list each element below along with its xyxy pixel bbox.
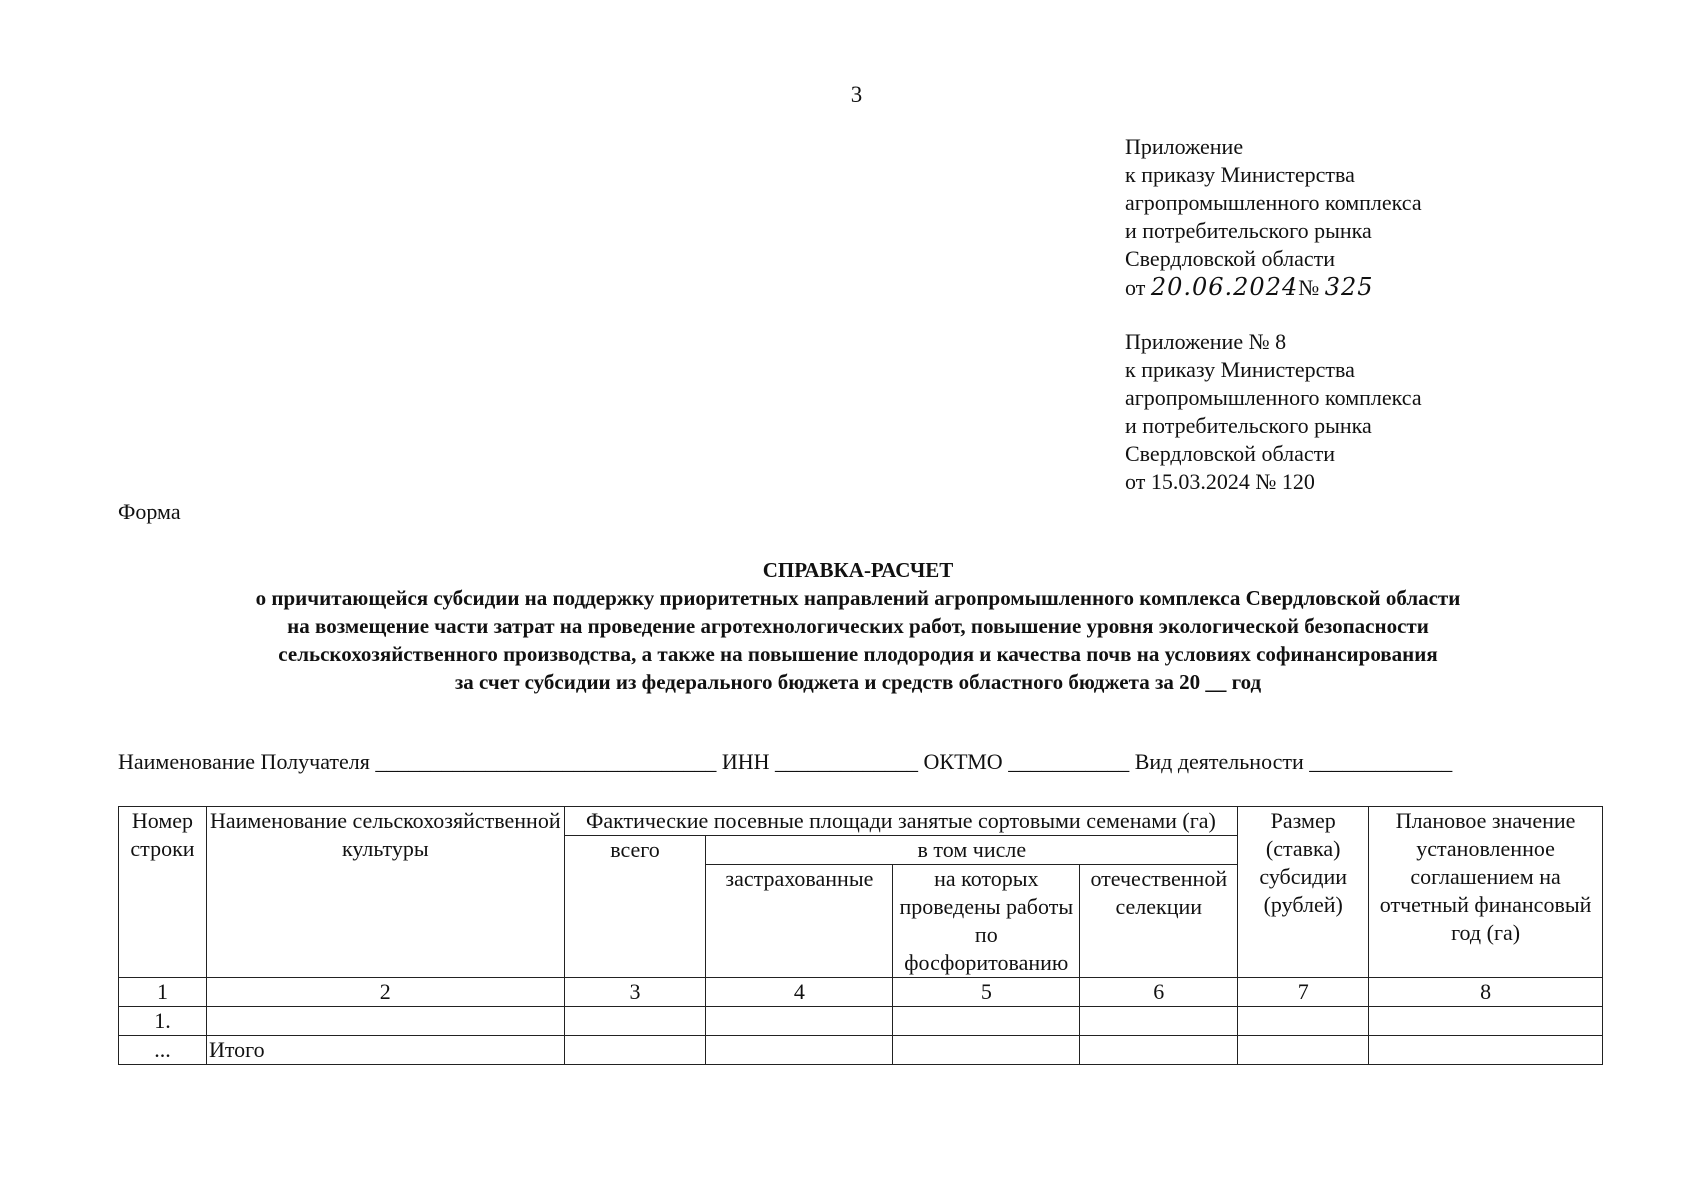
empty-cell: [564, 1036, 706, 1065]
crop-name-cell: Итого: [206, 1036, 564, 1065]
header-row-number: Номер строки: [119, 807, 207, 978]
title-heading: СПРАВКА-РАСЧЕТ: [762, 558, 954, 582]
appendix-line: агропромышленного комплекса: [1125, 190, 1422, 215]
empty-cell: [893, 1007, 1080, 1036]
column-number: 1: [119, 978, 207, 1007]
appendix-line: Приложение: [1125, 134, 1244, 159]
header-planned: Плановое значение установленное соглашением на отчетный финансовый год (га): [1369, 807, 1603, 978]
empty-cell: [1369, 1036, 1603, 1065]
table-row-total: [119, 1036, 1603, 1065]
form-label: Форма: [118, 499, 181, 524]
empty-cell: [1080, 1036, 1238, 1065]
column-number-row: [119, 978, 1603, 1007]
title-line: за счет субсидии из федерального бюджета и средств областного бюджета за 20 __ год: [454, 670, 1262, 694]
header-phosphorite: на которых проведены работы по фосфоритованию: [893, 865, 1080, 978]
appendix-line: Свердловской области: [1125, 441, 1335, 466]
row-number-cell: 1.: [119, 1007, 207, 1036]
appendix-current-order: [1125, 133, 1545, 302]
row-number-cell: ...: [119, 1036, 207, 1065]
header-including: в том числе: [706, 836, 1238, 865]
column-number: 8: [1369, 978, 1603, 1007]
handwritten-date: 20.06.2024: [1150, 273, 1299, 301]
handwritten-number: 325: [1324, 273, 1374, 301]
column-number: 7: [1238, 978, 1369, 1007]
header-rate: Размер (ставка) субсидии (рублей): [1238, 807, 1369, 978]
header-domestic: отечественной селекции: [1080, 865, 1238, 978]
appendix-line: Свердловской области: [1125, 246, 1335, 271]
empty-cell: [706, 1036, 893, 1065]
number-prefix: №: [1298, 275, 1320, 300]
calculation-table: [118, 806, 1603, 1065]
header-actual-area: Фактические посевные площади занятые сортовыми семенами (га): [564, 807, 1238, 836]
header-crop-name: Наименование сельскохозяйственной культуры: [206, 807, 564, 978]
empty-cell: [893, 1036, 1080, 1065]
table-row: [119, 1007, 1603, 1036]
appendix-line: агропромышленного комплекса: [1125, 385, 1422, 410]
appendix-line: к приказу Министерства: [1125, 357, 1355, 382]
appendix-line: Приложение № 8: [1125, 329, 1287, 354]
appendix-line: к приказу Министерства: [1125, 162, 1355, 187]
header-insured: застрахованные: [706, 865, 893, 978]
crop-name-cell: [206, 1007, 564, 1036]
document-title: [118, 556, 1598, 696]
empty-cell: [1369, 1007, 1603, 1036]
column-number: 5: [893, 978, 1080, 1007]
empty-cell: [1238, 1036, 1369, 1065]
empty-cell: [564, 1007, 706, 1036]
empty-cell: [1080, 1007, 1238, 1036]
date-prefix: от: [1125, 275, 1146, 300]
column-number: 4: [706, 978, 893, 1007]
recipient-info-line: Наименование Получателя _______________________________ ИНН _____________ ОКТМО ___________ Вид деятельности _____________: [118, 749, 1453, 774]
title-line: о причитающейся субсидии на поддержку приоритетных направлений агропромышленного комплекса Свердловской области: [255, 586, 1461, 610]
appendix-line: от 15.03.2024 № 120: [1125, 469, 1315, 494]
appendix-line: и потребительского рынка: [1125, 413, 1372, 438]
column-number: 3: [564, 978, 706, 1007]
appendix-date-line: [1125, 273, 1545, 302]
title-line: сельскохозяйственного производства, а также на повышение плодородия и качества почв на условиях софинансирования: [278, 642, 1438, 666]
appendix-previous-order: [1125, 328, 1545, 496]
title-line: на возмещение части затрат на проведение агротехнологических работ, повышение уровня экологической безопасности: [287, 614, 1429, 638]
column-number: 6: [1080, 978, 1238, 1007]
empty-cell: [706, 1007, 893, 1036]
column-number: 2: [206, 978, 564, 1007]
page-number: 3: [850, 82, 863, 107]
empty-cell: [1238, 1007, 1369, 1036]
appendix-line: и потребительского рынка: [1125, 218, 1372, 243]
header-total: всего: [564, 836, 706, 978]
